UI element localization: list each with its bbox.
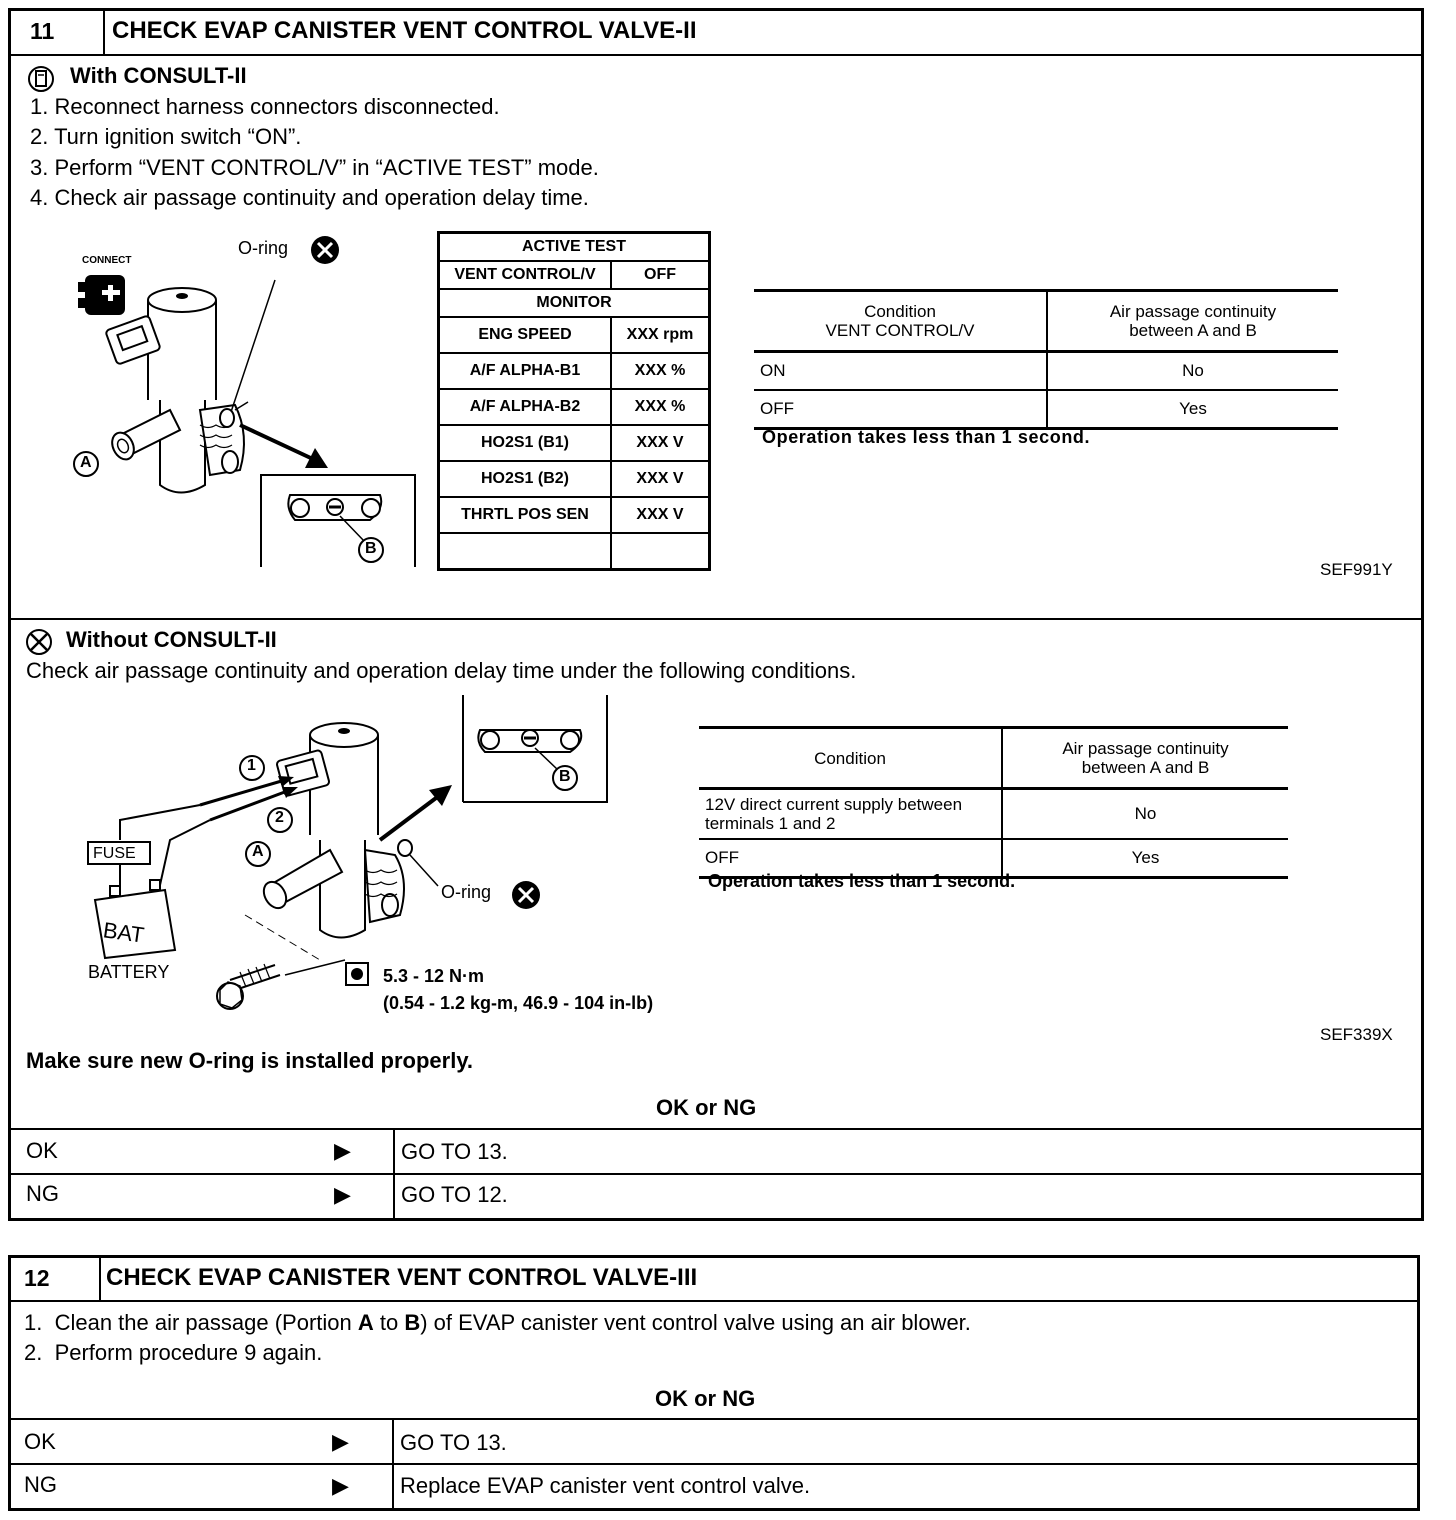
condition-header xyxy=(754,291,1047,352)
vent-control-label: VENT CONTROL/V xyxy=(439,261,612,289)
oring-label-1: O-ring xyxy=(238,238,289,258)
monitor-value: XXX V xyxy=(611,425,710,461)
step-12-line-1-end: ) of EVAP canister vent control valve using an air blower. xyxy=(420,1310,971,1335)
ok-action-11: GO TO 13. xyxy=(401,1139,508,1164)
oring-warning: Make sure new O-ring is installed properly. xyxy=(26,1048,474,1073)
result-cell: No xyxy=(1047,352,1338,391)
with-consult-step-3: 3. Perform “VENT CONTROL/V” in “ACTIVE TEST” mode. xyxy=(30,155,599,180)
continuity-header-line2: between A and B xyxy=(1081,758,1210,777)
torque-conversion: (0.54 - 1.2 kg-m, 46.9 - 104 in-lb) xyxy=(383,993,654,1013)
figure-code-2: SEF339X xyxy=(1320,1025,1393,1044)
continuity-header xyxy=(1002,728,1288,789)
no-consult-icon xyxy=(24,627,54,657)
result-cell: Yes xyxy=(1047,390,1338,429)
fuse-label: FUSE xyxy=(93,845,136,862)
consult-icon xyxy=(26,64,56,94)
with-consult-step-2: 2. Turn ignition switch “ON”. xyxy=(30,124,302,149)
monitor-label: HO2S1 (B1) xyxy=(439,425,612,461)
with-consult-step-1: 1. Reconnect harness connectors disconnected. xyxy=(30,94,500,119)
condition-header: Condition xyxy=(699,728,1002,789)
step-12-number: 12 xyxy=(24,1265,50,1291)
label-b-1: B xyxy=(365,540,377,557)
bat-label: BAT xyxy=(101,917,146,948)
step-12-line-2: 2. Perform procedure 9 again. xyxy=(24,1340,323,1365)
monitor-value: XXX V xyxy=(611,461,710,497)
monitor-label: THRTL POS SEN xyxy=(439,497,612,533)
ng-action-12: Replace EVAP canister vent control valve. xyxy=(400,1473,811,1498)
without-consult-heading: Without CONSULT-II xyxy=(66,627,277,652)
portion-a: A xyxy=(357,1310,374,1335)
arrow-right-icon: ▶ xyxy=(332,1473,349,1498)
connect-plug-icon xyxy=(78,275,125,315)
monitor-label: A/F ALPHA-B1 xyxy=(439,353,612,389)
portion-b: B xyxy=(404,1310,421,1335)
arrow-right-icon: ▶ xyxy=(334,1182,351,1207)
ok-ng-rule-top-11 xyxy=(10,1128,1422,1130)
active-test-title: ACTIVE TEST xyxy=(439,233,710,262)
monitor-label: ENG SPEED xyxy=(439,317,612,353)
condition-cell xyxy=(699,789,1002,840)
monitor-value: XXX V xyxy=(611,497,710,533)
condition-cell: ON xyxy=(754,352,1047,391)
condition-table-1 xyxy=(754,289,1338,430)
with-consult-step-4: 4. Check air passage continuity and operation delay time. xyxy=(30,185,589,210)
battery-label: BATTERY xyxy=(88,962,170,982)
ng-result-11: NG xyxy=(26,1181,59,1206)
monitor-value: XXX % xyxy=(611,389,710,425)
continuity-header xyxy=(1047,291,1338,352)
continuity-header-line2: between A and B xyxy=(1129,321,1257,340)
section-divider xyxy=(10,618,1422,620)
vent-valve-figure-1 xyxy=(60,230,430,570)
monitor-label: A/F ALPHA-B2 xyxy=(439,389,612,425)
oring-label-2: O-ring xyxy=(441,882,492,902)
connect-label: CONNECT xyxy=(82,255,132,266)
operation-note-1: Operation takes less than 1 second. xyxy=(762,427,1091,447)
ok-ng-divider-12 xyxy=(392,1419,394,1509)
ok-ng-rule-mid-11 xyxy=(10,1173,1422,1175)
figure-code-1: SEF991Y xyxy=(1320,560,1393,579)
condition-table-2 xyxy=(699,726,1288,879)
ok-ng-rule-mid-12 xyxy=(10,1463,1418,1465)
condition-cell-line1: 12V direct current supply between xyxy=(705,795,963,814)
continuity-header-line1: Air passage continuity xyxy=(1109,302,1277,321)
ok-ng-title-11: OK or NG xyxy=(656,1095,757,1120)
result-cell: Yes xyxy=(1002,839,1288,878)
monitor-label: HO2S1 (B2) xyxy=(439,461,612,497)
arrow-right-icon: ▶ xyxy=(334,1138,351,1163)
label-b-2: B xyxy=(559,768,571,785)
vent-control-value: OFF xyxy=(611,261,710,289)
label-1: 1 xyxy=(247,757,256,774)
ok-ng-title-12: OK or NG xyxy=(655,1386,756,1411)
condition-cell-line2: terminals 1 and 2 xyxy=(705,814,836,833)
step-12-number-divider xyxy=(99,1257,101,1301)
without-consult-intro: Check air passage continuity and operation delay time under the following conditions. xyxy=(26,658,857,683)
step-12-title: CHECK EVAP CANISTER VENT CONTROL VALVE-III xyxy=(106,1264,698,1291)
condition-header-line2: VENT CONTROL/V xyxy=(825,321,975,340)
ok-result-12: OK xyxy=(24,1429,56,1454)
step-11-header-rule xyxy=(10,54,1422,56)
monitor-heading: MONITOR xyxy=(439,289,710,317)
step-11-number-divider xyxy=(103,10,105,55)
ng-action-11: GO TO 12. xyxy=(401,1182,508,1207)
label-2: 2 xyxy=(275,809,284,826)
step-12-line-1 xyxy=(24,1310,971,1336)
monitor-value-empty xyxy=(611,533,710,570)
continuity-header-line1: Air passage continuity xyxy=(1062,739,1229,758)
label-a-1: A xyxy=(80,454,92,471)
ok-action-12: GO TO 13. xyxy=(400,1430,507,1455)
torque-value: 5.3 - 12 N·m xyxy=(383,966,485,986)
ok-result-11: OK xyxy=(26,1138,58,1163)
condition-cell: OFF xyxy=(699,839,1002,878)
active-test-table xyxy=(437,231,711,571)
with-consult-heading: With CONSULT-II xyxy=(70,63,247,88)
monitor-value: XXX % xyxy=(611,353,710,389)
monitor-value: XXX rpm xyxy=(611,317,710,353)
label-a-2: A xyxy=(252,843,264,860)
portion-to: to xyxy=(373,1310,405,1335)
ok-ng-rule-top-12 xyxy=(10,1418,1418,1420)
condition-header-line1: Condition xyxy=(864,302,936,321)
step-11-number: 11 xyxy=(30,18,55,44)
condition-cell: OFF xyxy=(754,390,1047,429)
monitor-label-empty xyxy=(439,533,612,570)
step-11-title: CHECK EVAP CANISTER VENT CONTROL VALVE-II xyxy=(112,17,697,44)
arrow-right-icon: ▶ xyxy=(332,1429,349,1454)
ng-result-12: NG xyxy=(24,1472,57,1497)
step-12-line-1-start: 1. Clean the air passage (Portion xyxy=(24,1310,358,1335)
result-cell: No xyxy=(1002,789,1288,840)
ok-ng-divider-11 xyxy=(393,1129,395,1219)
step-12-header-rule xyxy=(10,1300,1418,1302)
operation-note-2: Operation takes less than 1 second. xyxy=(708,871,1016,891)
